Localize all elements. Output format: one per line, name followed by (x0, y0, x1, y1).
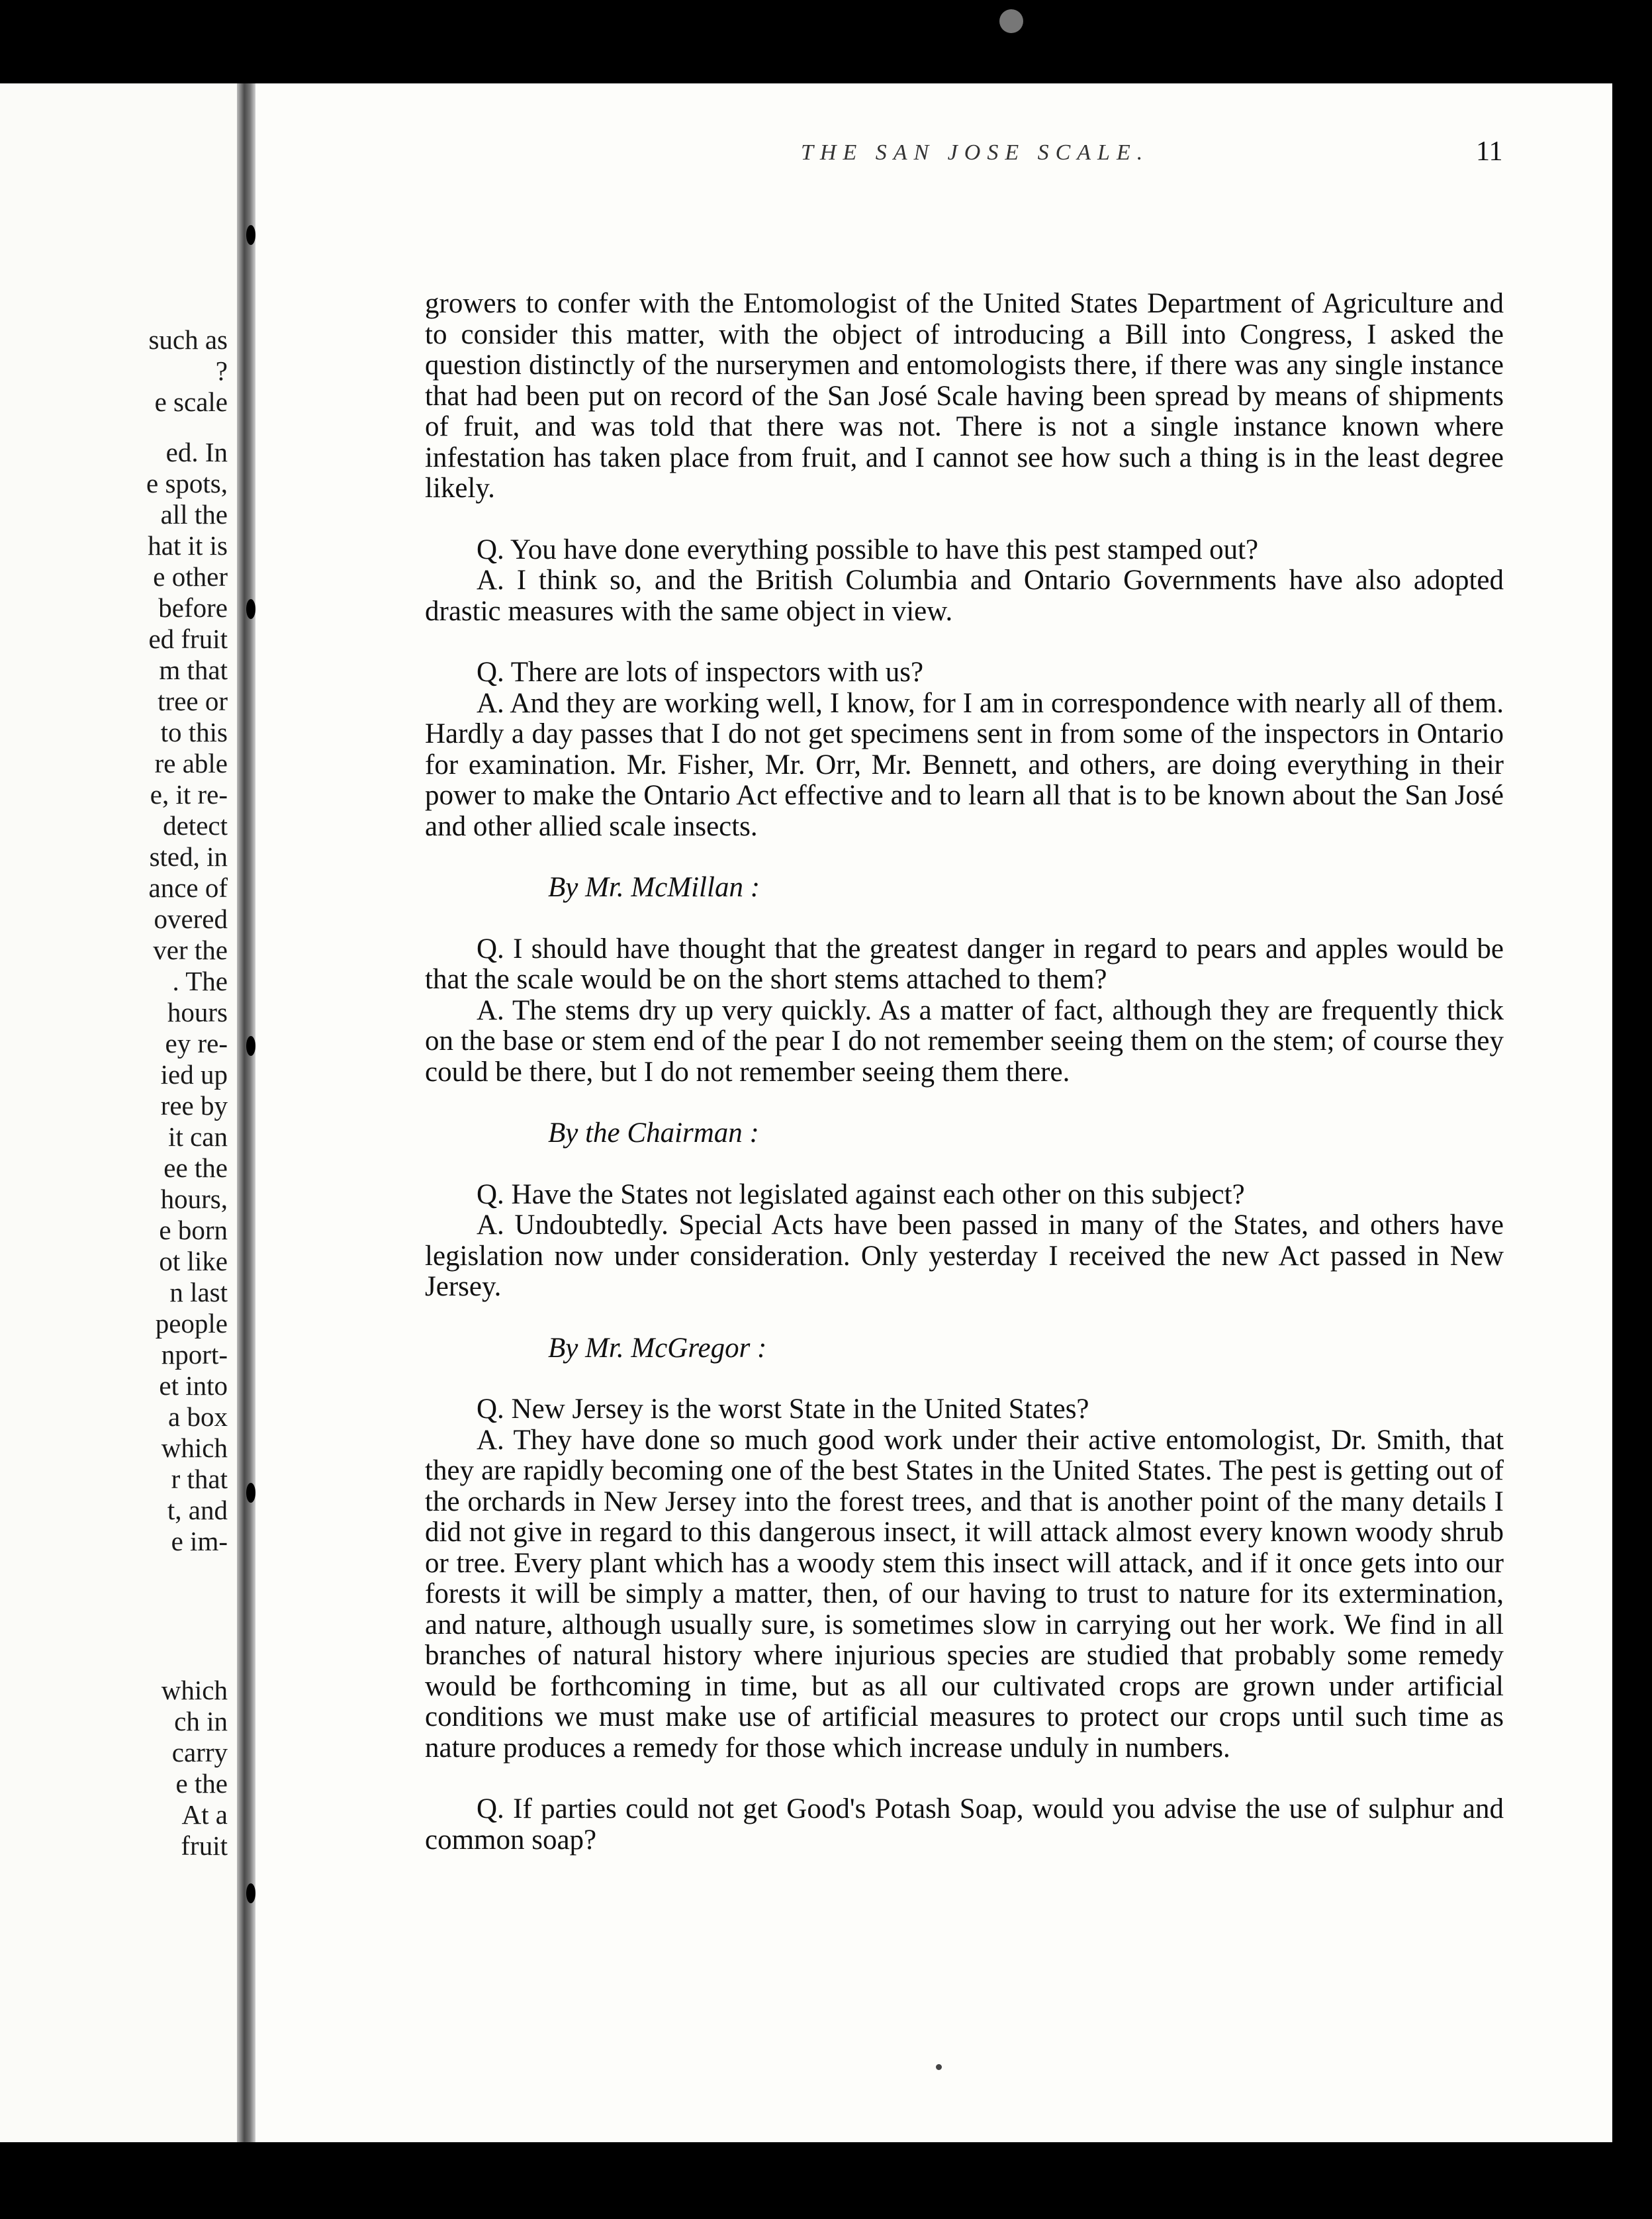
left-page-text-fragment: detect (163, 810, 228, 841)
book-gutter (237, 83, 255, 2142)
left-page-text-fragment: which (161, 1433, 228, 1463)
left-page-text-fragment: fruit (181, 1830, 228, 1861)
binding-hole (246, 1483, 255, 1503)
question: Q. Have the States not legislated against each other on this subject? (477, 1178, 1245, 1210)
left-page-text-fragment: e, it re- (150, 779, 228, 810)
left-page-text-fragment: tree or (158, 686, 228, 716)
answer: A. I think so, and the British Columbia and Ontario Governments have also adopted drastic measures with the same object in view. (425, 565, 1504, 627)
running-header: THE SAN JOSE SCALE. (801, 140, 1150, 165)
left-page-text-fragment: ance of (148, 873, 228, 903)
left-page-text-fragment: ey re- (165, 1028, 228, 1059)
left-page-text-fragment: ee the (163, 1153, 228, 1183)
left-page-text-fragment: e scale (154, 387, 228, 417)
left-page-text-fragment: ed. In (165, 437, 228, 467)
question: Q. If parties could not get Good's Potash Soap, would you advise the use of sulphur and common soap? (425, 1793, 1504, 1856)
left-page-text-fragment: m that (159, 655, 228, 685)
answer: A. The stems dry up very quickly. As a matter of fact, although they are frequently thick on the base or stem end of the pear I do not remember seeing them on the stem; of course they could be there, but I do not remember seeing them there. (425, 994, 1504, 1088)
left-page-text-fragment: ed fruit (148, 624, 228, 654)
speaker-heading: By Mr. McGregor : (548, 1332, 767, 1364)
print-speck (936, 2064, 942, 2070)
speaker-heading: By the Chairman : (548, 1117, 759, 1149)
left-page-text-fragment: a box (168, 1401, 228, 1432)
binding-hole (246, 225, 255, 245)
left-page-text-fragment: all the (160, 499, 228, 530)
question: Q. You have done everything possible to have this pest stamped out? (477, 534, 1259, 565)
left-page-text-fragment: ver the (153, 935, 228, 965)
binding-hole (246, 599, 255, 619)
left-page-text-fragment: carry (171, 1737, 228, 1768)
binding-hole (246, 1036, 255, 1056)
left-page-text-fragment: overed (154, 904, 228, 934)
left-page-text-fragment: hat it is (148, 530, 228, 561)
left-page-text-fragment: e im- (171, 1526, 228, 1556)
left-page-text-fragment: ot like (159, 1246, 228, 1276)
left-page-text-fragment: e spots, (146, 468, 228, 498)
left-page-text-fragment: At a (181, 1799, 228, 1830)
left-page-text-fragment: e born (159, 1215, 228, 1245)
question: Q. There are lots of inspectors with us? (477, 657, 924, 688)
left-page-text-fragment: it can (168, 1121, 228, 1152)
left-page-text-fragment: r that (171, 1464, 228, 1494)
left-page-text-fragment: people (155, 1308, 228, 1339)
left-page-text-fragment: e other (153, 561, 228, 592)
left-page-text-fragment: t, and (167, 1495, 228, 1525)
left-page-text-fragment: n last (169, 1277, 228, 1307)
left-page-text-fragment: before (158, 592, 228, 623)
left-page-text-fragment: which (161, 1675, 228, 1705)
left-page-text-fragment: such as (148, 324, 228, 355)
print-speck (999, 9, 1023, 33)
speaker-heading: By Mr. McMillan : (548, 872, 760, 903)
page-number: 11 (1476, 136, 1503, 167)
left-page-text-fragment: et into (159, 1370, 228, 1401)
left-page-text-fragment: e the (175, 1768, 228, 1799)
question: Q. I should have thought that the greatest danger in regard to pears and apples would be that the scale would be on the short stems attached to them? (425, 933, 1504, 995)
answer: A. Undoubtedly. Special Acts have been passed in many of the States, and others have legislation now under consideration. Only yesterday I received the new Act passed in New Jersey. (425, 1209, 1504, 1302)
left-page-text-fragment: re able (154, 748, 228, 779)
left-page-text-fragment: ch in (174, 1706, 228, 1736)
paragraph: growers to confer with the Entomologist of the United States Department of Agriculture and to consider this matter, with the object of introducing a Bill into Congress, I asked the question distinctly of the nurserymen and entomologists there, if there was any single instance that had been put on record of the San José Scale having been spread by means of shipments of fruit, and was told that there was not. There is not a single instance known where infestation has taken place from fruit, and I cannot see how such a thing is in the least degree likely. (425, 288, 1504, 504)
left-page-text-fragment: ied up (160, 1059, 228, 1090)
binding-hole (246, 1883, 255, 1903)
question: Q. New Jersey is the worst State in the United States? (477, 1393, 1089, 1425)
left-page-text-fragment: sted, in (149, 841, 228, 872)
left-page-text-fragment: ree by (160, 1090, 228, 1121)
left-page-text-fragment: hours (167, 997, 228, 1027)
left-page-text-fragment: hours, (160, 1184, 228, 1214)
left-page-text-fragment: to this (160, 717, 228, 747)
left-page-fragment (0, 83, 237, 2142)
left-page-text-fragment: . The (172, 966, 228, 996)
left-page-text-fragment: nport- (161, 1339, 228, 1370)
left-page-text-fragment: ? (215, 355, 228, 386)
body-text (425, 289, 1504, 1856)
answer: A. And they are working well, I know, for I am in correspondence with nearly all of them. Hardly a day passes that I do not get specimens sent in from some of the inspectors in Ontario for examination. Mr. Fisher, Mr. Orr, Mr. Bennett, and others, are doing everything in their power to make the Ontario Act effective and to learn all that is to be known about the San José and other allied scale insects. (425, 687, 1504, 842)
answer: A. They have done so much good work under their active entomologist, Dr. Smith, that they are rapidly becoming one of the best States in the United States. The pest is getting out of the orchards in New Jersey into the forest trees, and that is another point of the many details I did not give in regard to this dangerous insect, it will attack almost every known woody shrub or tree. Every plant which has a woody stem this insect will attack, and if it once gets into our forests it will be simply a matter, then, of our having to trust to nature for its extermination, and nature, although usually sure, is sometimes slow in carrying out her work. We find in all branches of natural history where injurious species are studied that probably some remedy would be forthcoming in time, but as all our cultivated crops are grown under artificial conditions we must make use of artificial measures to protect our crops until such time as nature produces a remedy for those which increase unduly in numbers. (425, 1424, 1504, 1764)
